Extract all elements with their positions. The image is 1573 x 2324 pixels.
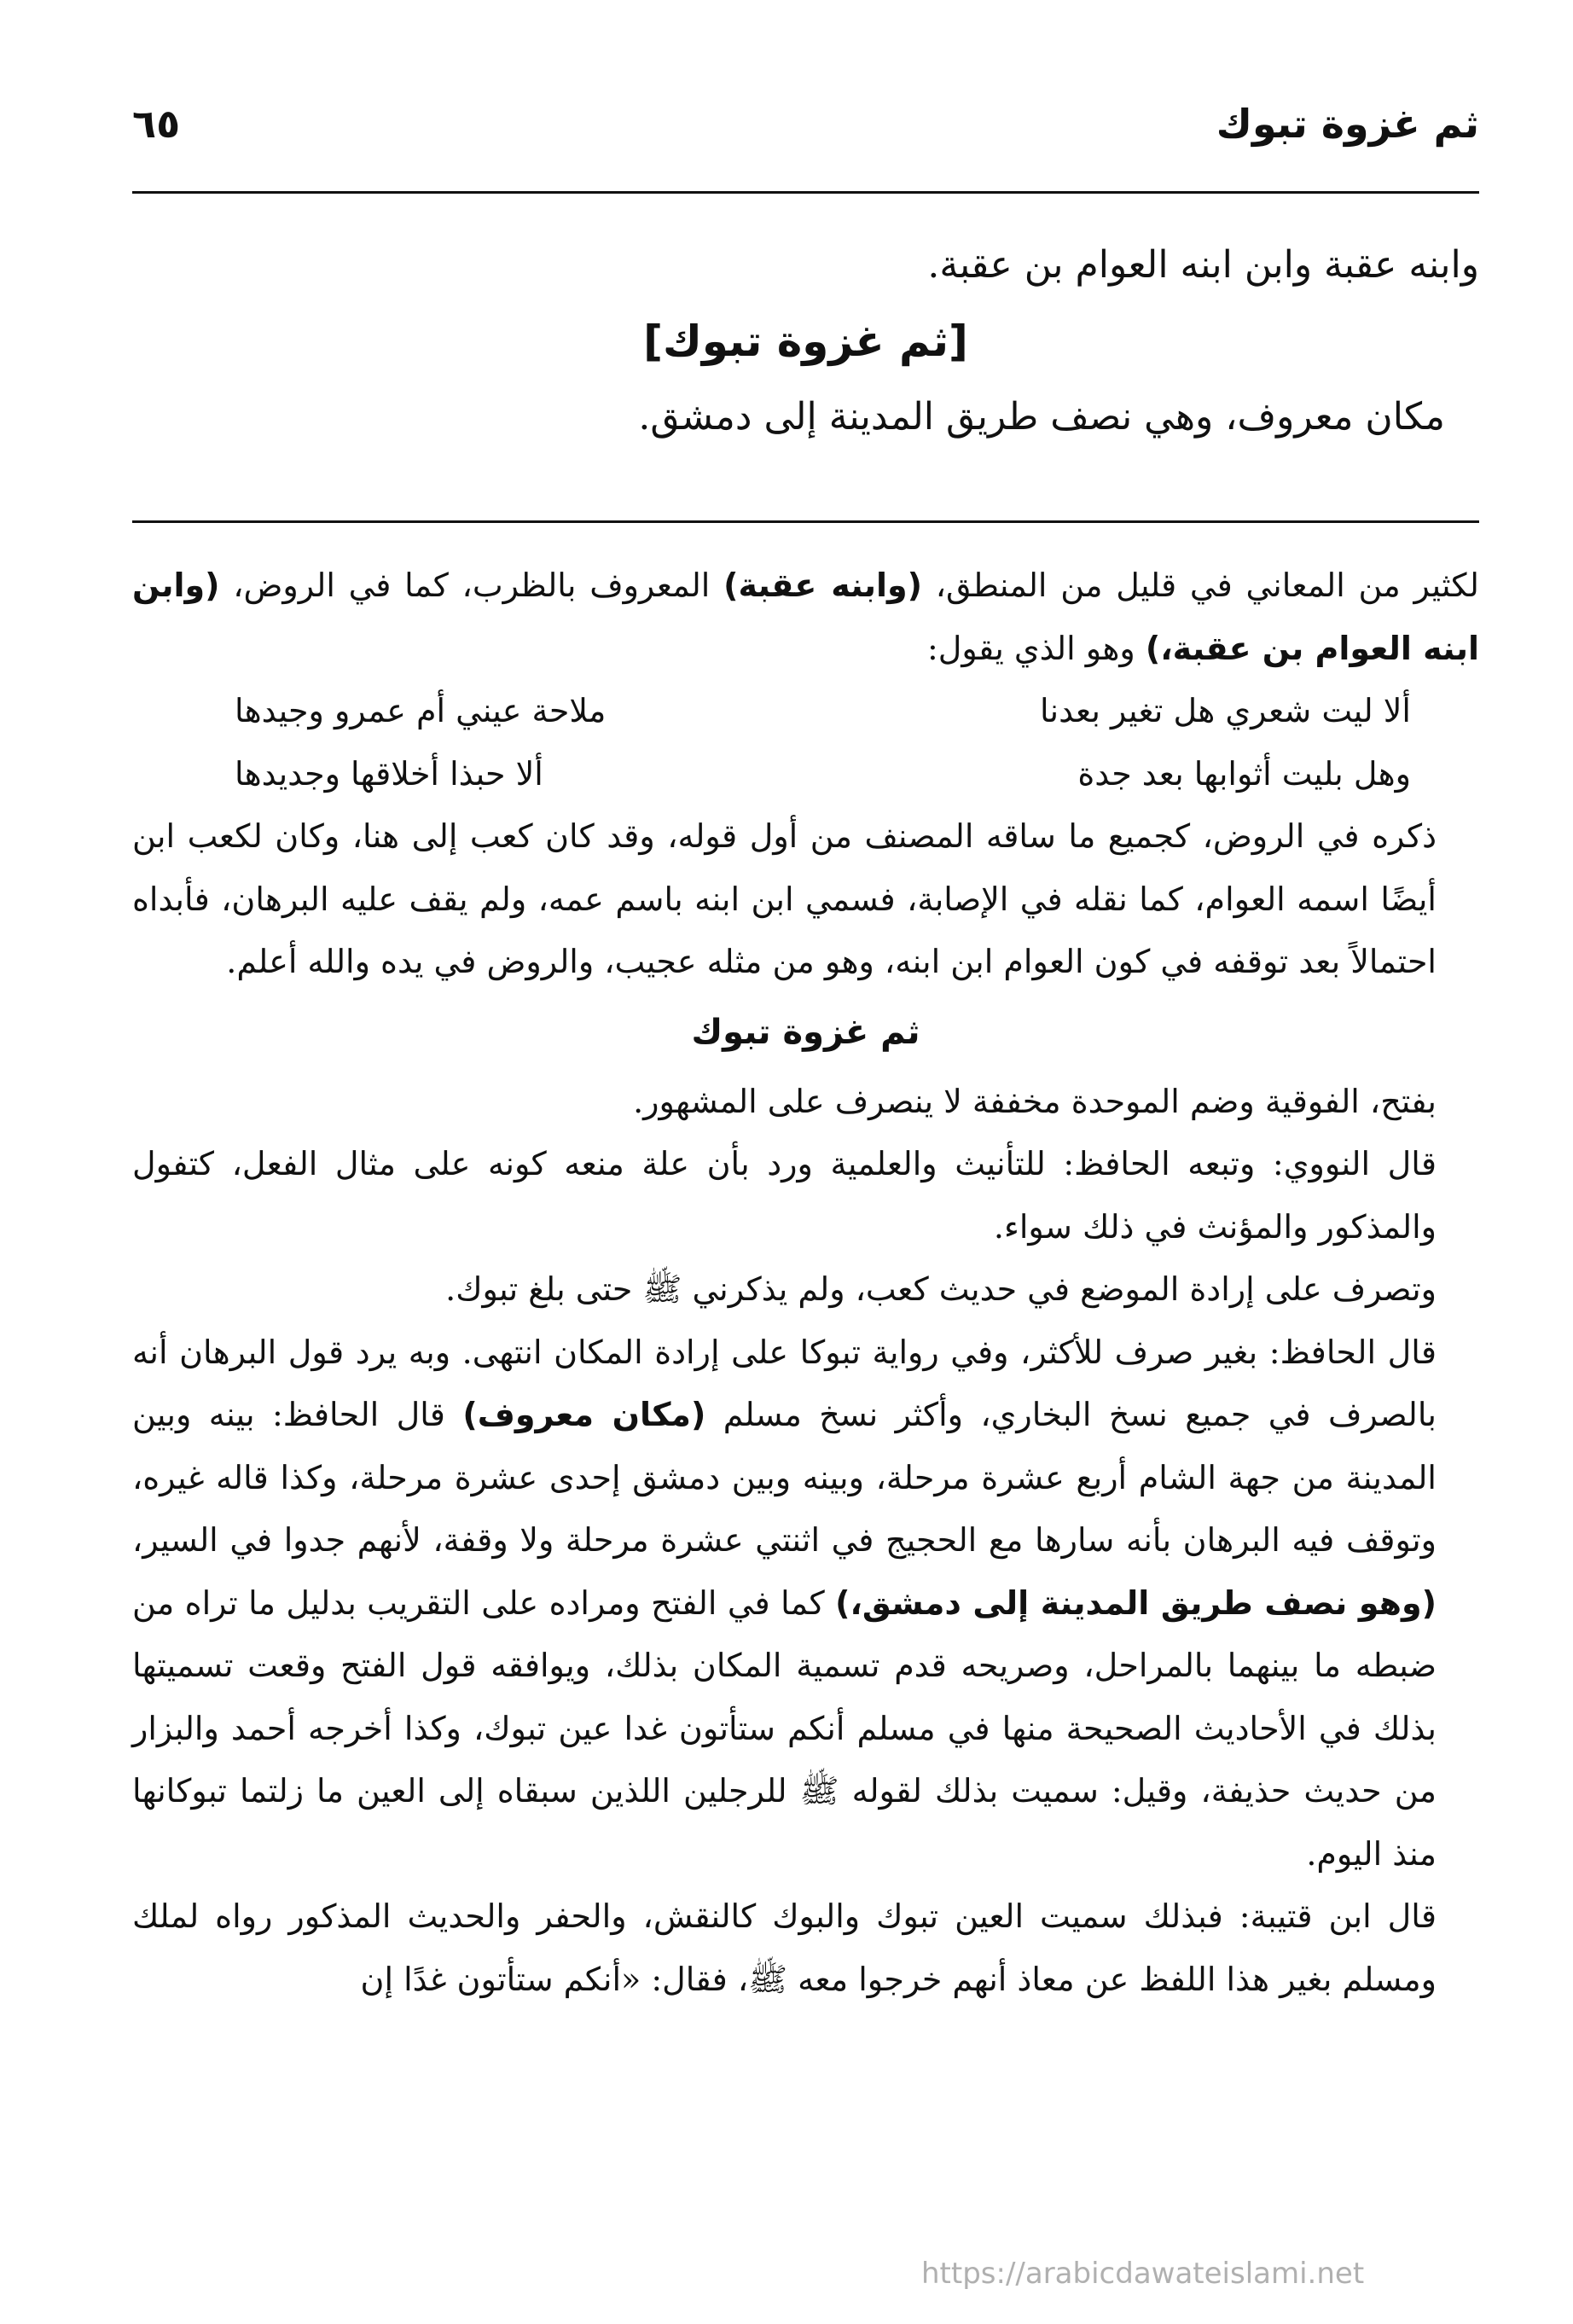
commentary-divider (132, 520, 1479, 523)
commentary-heading: ثم غزوة تبوك (691, 1012, 920, 1052)
commentary-paragraph (132, 555, 1479, 680)
commentary-paragraph (132, 1322, 1479, 1886)
text-run: قال الحافظ: بينه وبين المدينة من جهة الشام أربع عشرة مرحلة، وبينه وبين دمشق إحدى عشرة مرحلة، وكذا قاله غيره، وتوقف فيه البرهان بأنه سارها مع الحجيج في اثنتي عشرة مرحلة ولا وقفة، لأنهم جدوا في السير، (132, 1396, 1437, 1559)
running-title: ثم غزوة تبوك (1216, 101, 1479, 147)
text-run: وهو الذي يقول: (926, 629, 1146, 667)
quoted-matn: (وهو نصف طريق المدينة إلى دمشق،) (835, 1583, 1437, 1622)
text-run: لكثير من المعاني في قليل من المنطق، (922, 566, 1479, 604)
commentary-text (132, 555, 1479, 2011)
page-header (132, 94, 1479, 188)
matn-line: مكان معروف، وهي نصف طريق المدينة إلى دمشق. (638, 395, 1445, 439)
page-number: ٦٥ (132, 101, 181, 147)
commentary-paragraph: ذكره في الروض، كجميع ما ساقه المصنف من أول قوله، وقد كان كعب إلى هنا، وكان لكعب ابن أيضًا اسمه العوام، كما نقله في الإصابة، فسمي ابن ابنه باسم عمه، ولم يقف عليه البرهان، فأبداه احتمالاً بعد توقفه في كون العوام ابن ابنه، وهو من مثله عجيب، والروض في يده والله أعلم. (132, 817, 1437, 980)
verse-second-hemistich: ملاحة عيني أم عمرو وجيدها (235, 692, 607, 729)
text-run: المعروف بالظرب، كما في الروض، (219, 566, 724, 604)
poem-verse (132, 680, 1479, 743)
commentary-paragraph: بفتح، الفوقية وضم الموحدة مخففة لا ينصرف على المشهور. (633, 1082, 1437, 1120)
matn-line: وابنه عقبة وابن ابنه العوام بن عقبة. (927, 243, 1479, 287)
commentary-paragraph: وتصرف على إرادة الموضع في حديث كعب، ولم يذكرني ﷺ حتى بلغ تبوك. (445, 1270, 1437, 1308)
commentary-paragraph: قال ابن قتيبة: فبذلك سميت العين تبوك والبوك كالنقش، والحفر والحديث المذكور رواه لملك ومسلم بغير هذا اللفظ عن معاذ أنهم خرجوا معه ﷺ، فقال: «أنكم ستأتون غدًا إن (132, 1897, 1437, 1998)
verse-first-hemistich: ألا ليت شعري هل تغير بعدنا (1039, 692, 1411, 729)
section-heading: [ثم غزوة تبوك] (643, 317, 968, 366)
commentary-paragraph: قال النووي: وتبعه الحافظ: للتأنيث والعلمية ورد بأن علة منعه كونه على مثال الفعل، كتفول والمذكور والمؤنث في ذلك سواء. (132, 1145, 1437, 1246)
main-text (132, 230, 1479, 452)
poem-verse (132, 743, 1479, 806)
verse-first-hemistich: وهل بليت أثوابها بعد جدة (1077, 754, 1411, 793)
quoted-matn: (مكان معروف) (462, 1396, 706, 1433)
verse-second-hemistich: ألا حبذا أخلاقها وجديدها (235, 754, 543, 793)
text-run: قال الحافظ: بغير صرف للأكثر، وفي رواية تبوكا على إرادة المكان انتهى. وبه يرد قول البرهان أنه بالصرف في جميع نسخ البخاري، وأكثر نسخ مسلم (132, 1333, 1437, 1433)
quoted-matn: (وابن ابنه العوام بن عقبة،) (132, 566, 1479, 667)
text-run: كما في الفتح ومراده على التقريب بدليل ما تراه من ضبطه ما بينهما بالمراحل، وصريحه قدم تسمية المكان بذلك، ويوافقه قول الفتح وقعت تسميتها بذلك في الأحاديث الصحيحة منها في مسلم أنكم ستأتون غدا عين تبوك، وكذا أخرجه أحمد والبزار من حديث حذيفة، وقيل: سميت بذلك لقوله ﷺ للرجلين اللذين سبقاه إلى العين ما زلتما تبوكانها منذ اليوم. (132, 1583, 1437, 1873)
header-divider (132, 191, 1479, 194)
quoted-matn: (وابنه عقبة) (723, 566, 923, 604)
watermark-url: https://arabicdawateislami.net (921, 2257, 1365, 2291)
